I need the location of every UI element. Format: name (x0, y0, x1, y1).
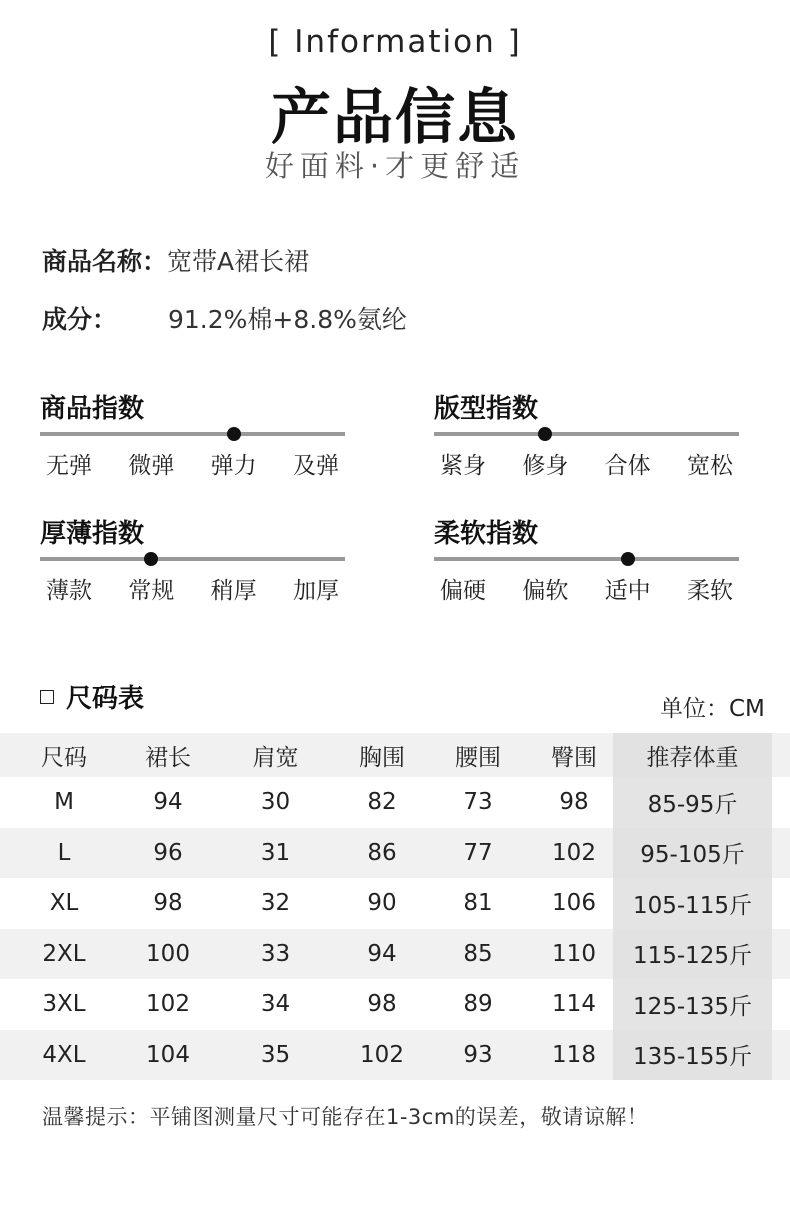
index-label: 微弹 (128, 453, 175, 479)
table-edge (772, 828, 790, 879)
page-title: 产品信息 (271, 83, 519, 153)
product-name-key: 商品名称： (42, 247, 168, 276)
index-slider (434, 424, 739, 444)
unit-label: 单位：CM (660, 696, 765, 722)
table-edge (772, 979, 790, 1030)
index-title: 商品指数 (40, 394, 145, 424)
table-cell: 81 (463, 890, 493, 917)
index-label: 薄款 (46, 578, 92, 604)
composition-key-part2: 分： (67, 305, 118, 334)
table-cell: 98 (559, 789, 589, 816)
table-cell: 104 (146, 1041, 190, 1068)
composition-value: 91.2%棉+8.8%氨纶 (168, 305, 407, 334)
index-marker (227, 427, 241, 441)
index-block-elasticity (40, 388, 345, 480)
table-cell: 82 (367, 789, 397, 816)
table-edge (772, 777, 790, 828)
index-label: 常规 (128, 578, 175, 604)
index-track-line (434, 557, 739, 561)
table-cell: 135-155斤 (613, 1030, 772, 1081)
product-name-value: 宽带A裙长裙 (167, 247, 310, 276)
table-cell: 89 (463, 991, 493, 1018)
table-cell: 118 (552, 1041, 596, 1068)
table-cell: 105-115斤 (613, 878, 772, 929)
table-edge (772, 929, 790, 980)
table-cell: 98 (367, 991, 397, 1018)
index-marker (621, 552, 635, 566)
table-cell: 85 (463, 940, 493, 967)
column-header: 臀围 (551, 744, 597, 771)
table-edge (772, 733, 790, 777)
index-label: 无弹 (46, 453, 92, 479)
index-labels (40, 447, 345, 480)
table-cell: 100 (146, 940, 190, 967)
table-edge (772, 878, 790, 929)
table-cell: 31 (260, 839, 291, 866)
size-chart-title-text: 尺码表 (66, 684, 145, 714)
table-edge (772, 1030, 790, 1081)
size-table (0, 733, 790, 1080)
table-cell: 114 (552, 991, 596, 1018)
index-title: 版型指数 (434, 394, 539, 424)
table-cell: M (54, 789, 74, 816)
measurement-tip: 温馨提示：平铺图测量尺寸可能存在1-3cm的误差，敬请谅解！ (42, 1105, 649, 1129)
column-header: 腰围 (455, 744, 501, 771)
table-cell: 32 (260, 890, 291, 917)
table-row (0, 1030, 790, 1081)
index-block-softness (434, 513, 739, 605)
index-label: 适中 (604, 578, 651, 604)
index-label: 宽松 (686, 453, 733, 479)
column-header: 胸围 (359, 744, 405, 771)
index-marker (538, 427, 552, 441)
table-cell: 3XL (42, 991, 86, 1018)
composition-row (42, 300, 407, 336)
table-cell: 90 (367, 890, 397, 917)
index-block-fit (434, 388, 739, 480)
table-row (0, 828, 790, 879)
index-title: 柔软指数 (434, 519, 539, 549)
product-name-row (42, 242, 309, 278)
table-cell: 33 (260, 940, 291, 967)
header-english: [ Information ] (268, 24, 522, 60)
index-block-thickness (40, 513, 345, 605)
composition-key (42, 300, 168, 336)
table-cell: 102 (552, 839, 596, 866)
table-cell: 30 (260, 789, 291, 816)
table-cell: 2XL (42, 940, 86, 967)
table-cell: 106 (552, 890, 596, 917)
index-label: 稍厚 (210, 578, 257, 604)
table-cell: 35 (260, 1041, 291, 1068)
table-cell: 73 (463, 789, 493, 816)
table-header-row (0, 733, 790, 777)
composition-key-part1: 成 (42, 305, 68, 334)
index-label: 修身 (522, 453, 569, 479)
table-cell: 110 (552, 940, 596, 967)
index-slider (40, 424, 345, 444)
index-labels (40, 572, 345, 605)
table-cell: 125-135斤 (613, 979, 772, 1030)
table-row (0, 929, 790, 980)
table-cell: 77 (463, 839, 493, 866)
table-cell: 115-125斤 (613, 929, 772, 980)
table-cell: 94 (367, 940, 397, 967)
column-header: 肩宽 (252, 744, 299, 771)
size-chart-title (40, 678, 144, 715)
table-cell: 102 (146, 991, 190, 1018)
table-row (0, 777, 790, 828)
page-subtitle: 好面料·才更舒适 (264, 149, 526, 183)
index-label: 偏软 (522, 578, 569, 604)
index-labels (434, 572, 739, 605)
index-label: 加厚 (292, 578, 339, 604)
table-cell: 86 (367, 839, 397, 866)
column-header: 推荐体重 (613, 733, 772, 777)
table-cell: 96 (153, 839, 183, 866)
table-cell: 98 (153, 890, 183, 917)
table-row (0, 979, 790, 1030)
index-title: 厚薄指数 (40, 519, 145, 549)
table-cell: 95-105斤 (613, 828, 772, 879)
index-track-line (434, 432, 739, 436)
table-cell: XL (49, 890, 79, 917)
index-label: 柔软 (686, 578, 733, 604)
index-label: 弹力 (210, 453, 257, 479)
table-row (0, 878, 790, 929)
index-slider (40, 549, 345, 569)
table-cell: 94 (153, 789, 183, 816)
index-label: 及弹 (292, 453, 339, 479)
index-track-line (40, 557, 345, 561)
index-label: 偏硬 (440, 578, 486, 604)
index-slider (434, 549, 739, 569)
table-cell: L (57, 839, 71, 866)
column-header: 尺码 (41, 744, 87, 771)
index-marker (144, 552, 158, 566)
table-cell: 85-95斤 (613, 777, 772, 828)
table-cell: 93 (463, 1041, 493, 1068)
square-icon (40, 690, 54, 704)
index-label: 紧身 (440, 453, 486, 479)
index-label: 合体 (604, 453, 651, 479)
table-cell: 102 (360, 1041, 404, 1068)
index-track-line (40, 432, 345, 436)
table-cell: 4XL (42, 1041, 86, 1068)
column-header: 裙长 (145, 744, 191, 771)
index-labels (434, 447, 739, 480)
table-cell: 34 (260, 991, 291, 1018)
